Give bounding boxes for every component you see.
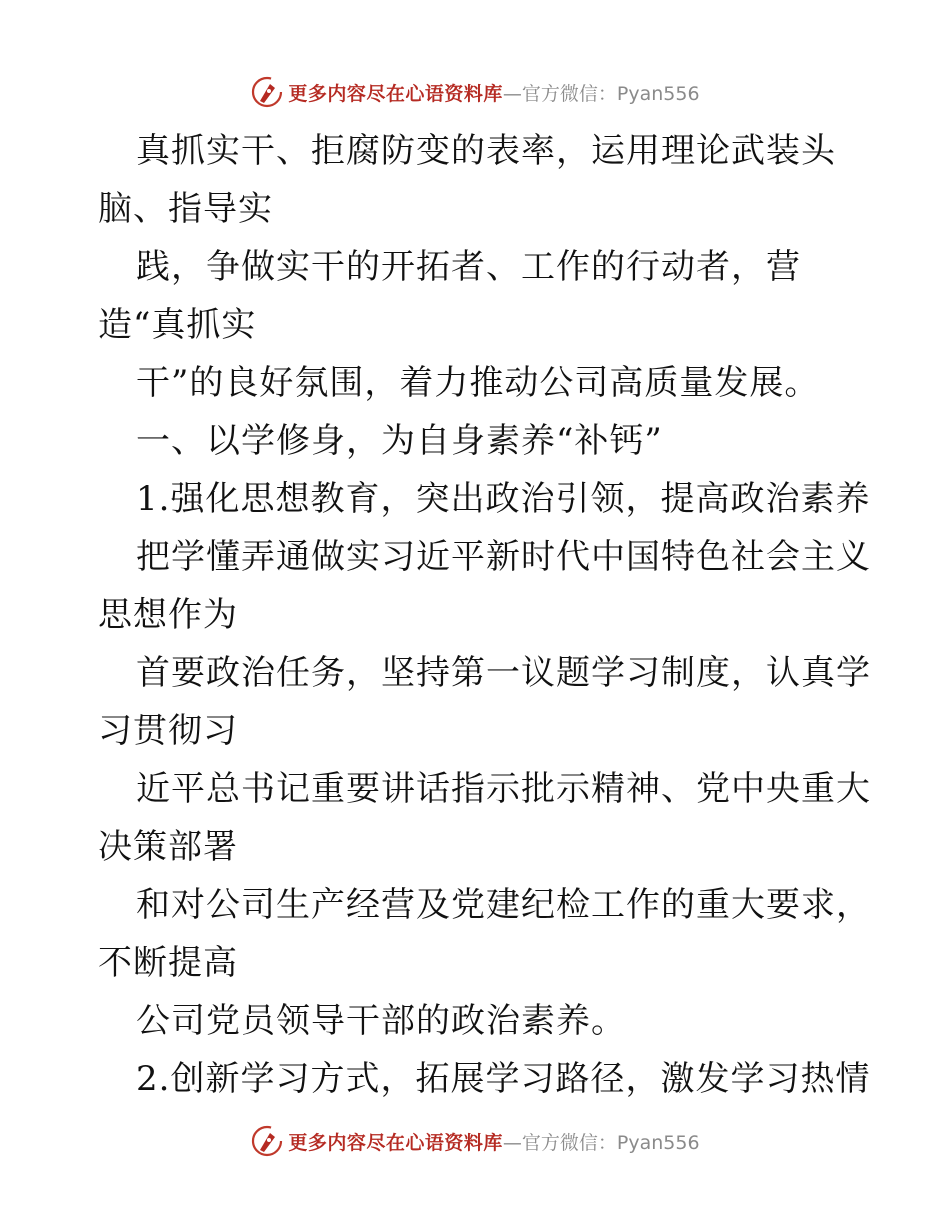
header-brand-text: 更多内容尽在心语资料库 <box>288 82 503 105</box>
text-line: 践，争做实干的开拓者、工作的行动者，营 <box>136 247 801 287</box>
footer-brand-text: 更多内容尽在心语资料库 <box>288 1131 503 1154</box>
text-line: 真抓实干、拒腐防变的表率，运用理论武装头 <box>136 131 836 171</box>
text-line: 决策部署 <box>98 827 238 867</box>
footer-official-account: —官方微信：Pyan556 <box>502 1131 700 1154</box>
text-line: 干”的良好氛围，着力推动公司高质量发展。 <box>136 363 820 403</box>
text-line: 近平总书记重要讲话指示批示精神、党中央重大 <box>136 769 871 809</box>
text-line: 把学懂弄通做实习近平新时代中国特色社会主义 <box>136 537 871 577</box>
pen-nib-logo-icon <box>250 75 284 109</box>
header-banner <box>0 72 950 112</box>
text-line: 思想作为 <box>98 595 238 635</box>
text-line: 脑、指导实 <box>98 189 273 229</box>
document-body <box>98 122 871 1108</box>
text-line: 首要政治任务，坚持第一议题学习制度，认真学 <box>136 653 871 693</box>
subsection-heading: 1.强化思想教育，突出政治引领，提高政治素养 <box>136 479 871 519</box>
footer-banner <box>0 1121 950 1161</box>
header-official-account: —官方微信：Pyan556 <box>502 82 700 105</box>
text-line: 不断提高 <box>98 943 238 983</box>
pen-nib-logo-icon <box>250 1124 284 1158</box>
text-line: 造“真抓实 <box>98 305 257 345</box>
text-line: 习贯彻习 <box>98 711 238 751</box>
text-line: 公司党员领导干部的政治素养。 <box>136 1001 626 1041</box>
section-heading: 一、以学修身，为自身素养“补钙” <box>136 421 663 461</box>
text-line: 和对公司生产经营及党建纪检工作的重大要求， <box>136 885 871 925</box>
subsection-heading: 2.创新学习方式，拓展学习路径，激发学习热情 <box>136 1059 871 1099</box>
